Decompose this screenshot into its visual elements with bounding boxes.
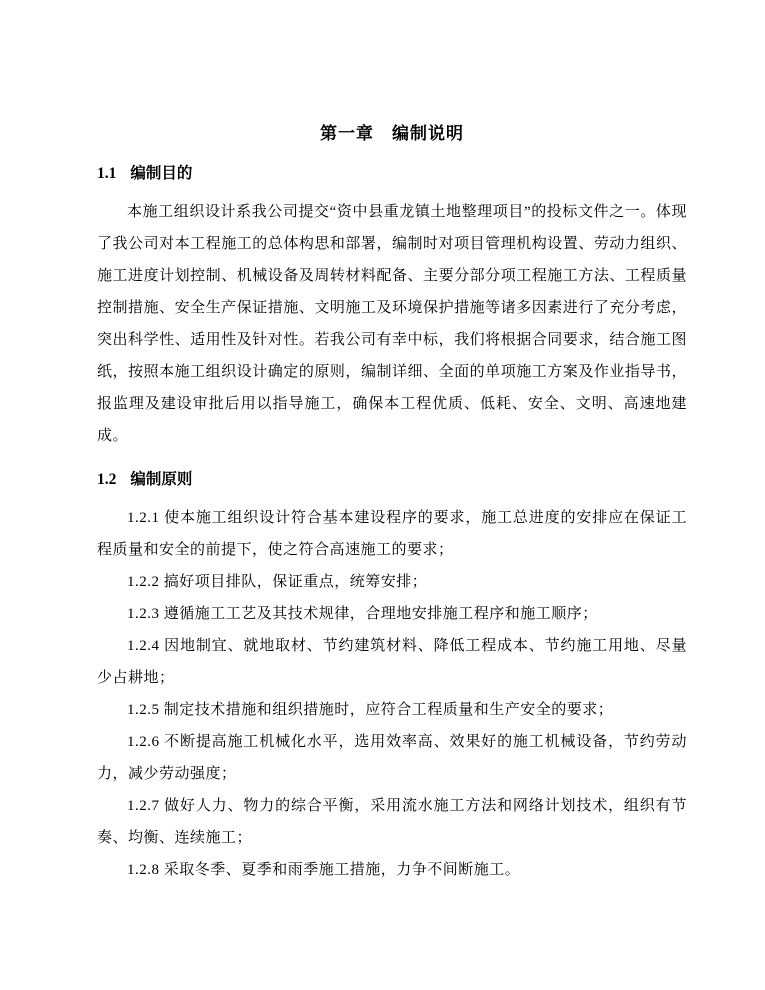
paragraph: 1.2.8 采取冬季、夏季和雨季施工措施，力争不间断施工。 <box>127 862 521 878</box>
paragraph: 本施工组织设计系我公司提交“资中县重龙镇土地整理项目”的投标文件之一。体现了我公司对本工程施工的总体构思和部署，编制时对项目管理机构设置、劳动力组织、施工进度计划控制、机械设备及周转材料配备、主要分部分项工程施工方法、工程质量控制措施、安全生产保证措施、文明施工及环境保护措施等诸多因素进行了充分考虑，突出科学性、适用性及针对性。若我公司有幸中标，我们将根据合同要求，结合施工图纸，按照本施工组织设计确定的原则，编制详细、全面的单项施工方案及作业指导书，报监理及建设审批后用以指导施工，确保本工程优质、低耗、安全、文明、高速地建成。 <box>97 204 687 444</box>
section-heading <box>97 162 687 186</box>
document-body <box>97 162 687 886</box>
paragraph: 1.2.4 因地制宜、就地取材、节约建筑材料、降低工程成本、节约施工用地、尽量少占耕地； <box>97 638 687 686</box>
paragraph: 1.2.6 不断提高施工机械化水平，选用效率高、效果好的施工机械设备，节约劳动力，减少劳动强度； <box>97 734 687 782</box>
paragraph: 1.2.7 做好人力、物力的综合平衡，采用流水施工方法和网络计划技术，组织有节奏、均衡、连续施工； <box>97 798 687 846</box>
paragraph: 1.2.3 遵循施工工艺及其技术规律，合理地安排施工程序和施工顺序； <box>127 606 598 622</box>
chapter-title-text: 编制说明 <box>392 124 464 143</box>
paragraph: 1.2.1 使本施工组织设计符合基本建设程序的要求，施工总进度的安排应在保证工程质量和安全的前提下，使之符合高速施工的要求； <box>97 510 687 558</box>
section-number: 1.2 <box>97 471 117 488</box>
paragraph: 1.2.5 制定技术措施和组织措施时，应符合工程质量和生产安全的要求； <box>127 702 614 718</box>
chapter-title <box>97 122 687 146</box>
section-title: 编制原则 <box>130 471 193 488</box>
chapter-number: 第一章 <box>320 124 374 143</box>
paragraph: 1.2.2 搞好项目排队，保证重点，统筹安排； <box>127 574 428 590</box>
section-number: 1.1 <box>97 165 117 182</box>
section-heading <box>97 468 687 492</box>
section-title: 编制目的 <box>130 165 193 182</box>
